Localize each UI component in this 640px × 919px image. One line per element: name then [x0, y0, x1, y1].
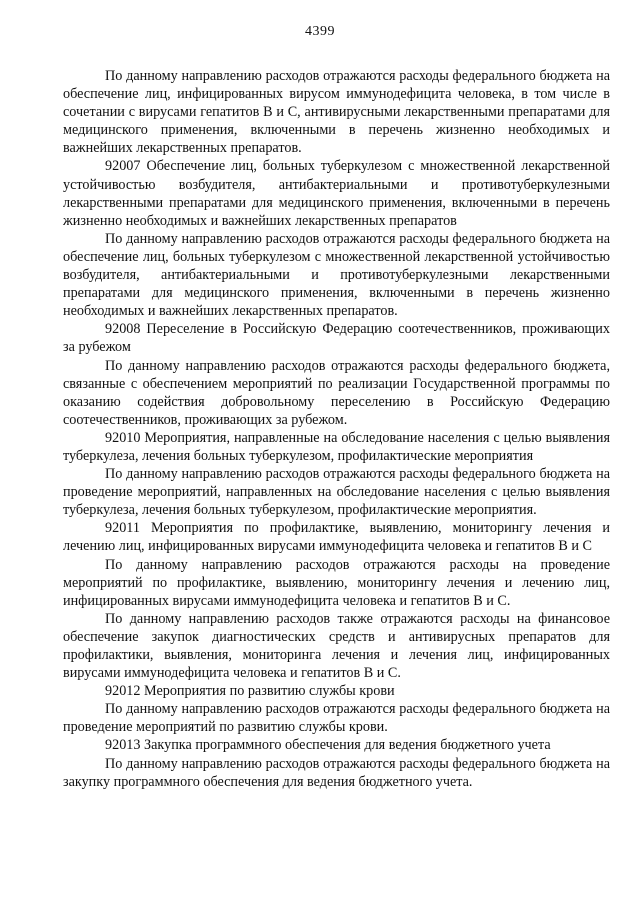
paragraph-code-heading: 92012 Мероприятия по развитию службы крови	[105, 683, 395, 700]
paragraph-description: По данному направлению расходов отражаются расходы федерального бюджета на проведение мероприятий по развитию службы крови.	[63, 701, 610, 736]
paragraph-code-heading: 92013 Закупка программного обеспечения для ведения бюджетного учета	[105, 737, 551, 754]
paragraph-description: По данному направлению расходов отражаются расходы федерального бюджета на обеспечение лиц, больных туберкулезом с множественной лекарственной устойчивостью возбудителя, антибактериальными и противотуберкулезными лекарственными препаратами для медицинского применения, включенными в перечень жизненно необходимых и важнейших лекарственных препаратов.	[63, 230, 610, 320]
paragraph-description: По данному направлению расходов также отражаются расходы на финансовое обеспечение закупок диагностических средств и антивирусных препаратов для профилактики, выявления, мониторинга лечения и лечения лиц, инфицированных вирусами иммунодефицита человека и гепатитов B и C.	[63, 610, 610, 682]
paragraph-code-heading: 92007 Обеспечение лиц, больных туберкулезом с множественной лекарственной устойчивостью возбудителя, антибактериальными и противотуберкулезными лекарственными препаратами для медицинского применения, включенными в перечень жизненно необходимых и важнейших лекарственных препаратов	[63, 158, 610, 229]
page-number: 4399	[305, 24, 335, 39]
paragraph-description: По данному направлению расходов отражаются расходы федерального бюджета на закупку программного обеспечения для ведения бюджетного учета.	[63, 755, 610, 790]
paragraph-description: По данному направлению расходов отражаются расходы федерального бюджета на проведение мероприятий, направленных на обследование населения с целью выявления туберкулеза, лечения больных туберкулезом, профилактические мероприятия.	[63, 466, 610, 519]
paragraph-description: По данному направлению расходов отражаются расходы федерального бюджета, связанные с обеспечением мероприятий по реализации Государственной программы по оказанию содействия добровольному переселению в Российскую Федерацию соотечественников, проживающих за рубежом.	[63, 357, 610, 428]
paragraph-description: По данному направлению расходов отражаются расходы федерального бюджета на обеспечение лиц, инфицированных вирусом иммунодефицита человека, в том числе в сочетании с вирусами гепатитов B и C, антивирусными лекарственными препаратами для медицинского применения, включенными в перечень жизненно необходимых и важнейших лекарственных препаратов.	[63, 68, 610, 157]
paragraph-description: По данному направлению расходов отражаются расходы на проведение мероприятий по профилактике, выявлению, мониторингу лечения и лечению лиц, инфицированных вирусами иммунодефицита человека и гепатитов B и C.	[63, 556, 610, 609]
document-body	[63, 67, 610, 791]
paragraph-code-heading: 92008 Переселение в Российскую Федерацию соотечественников, проживающих за рубежом	[63, 321, 610, 356]
paragraph-code-heading: 92011 Мероприятия по профилактике, выявлению, мониторингу лечения и лечению лиц, инфицированных вирусами иммунодефицита человека и гепатитов B и C	[63, 520, 610, 555]
paragraph-code-heading: 92010 Мероприятия, направленные на обследование населения с целью выявления туберкулеза, лечения больных туберкулезом, профилактические мероприятия	[63, 429, 610, 464]
